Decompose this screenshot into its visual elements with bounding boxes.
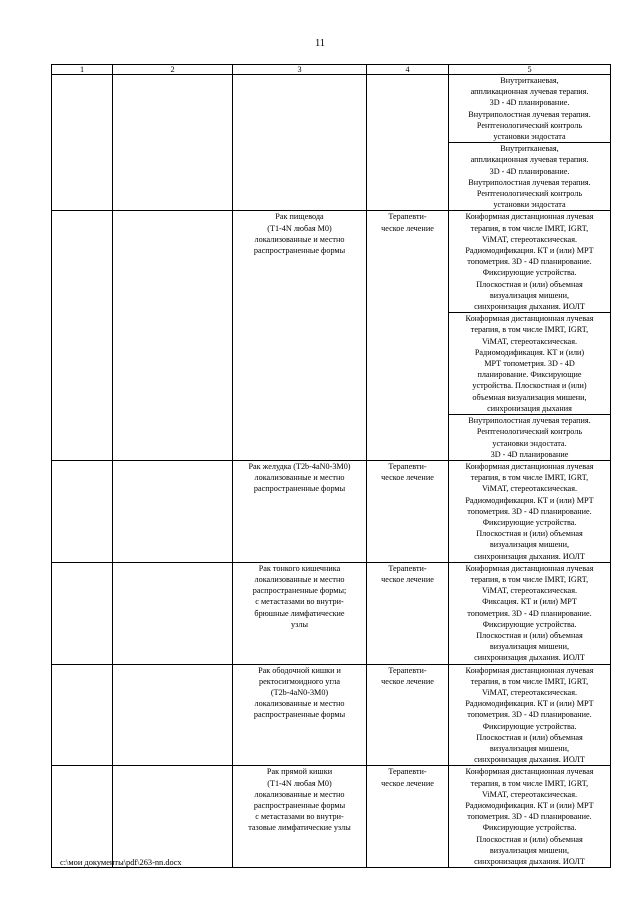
treatment-cell: Терапевти- ческое лечение — [367, 766, 449, 868]
cell-col2 — [113, 562, 233, 664]
table-row — [52, 766, 611, 868]
file-path-footer: c:\мои документы\pdf\263-nn.docx — [60, 858, 182, 867]
diagnosis-cell: Рак желудка (T2b-4aN0-3M0) локализованные и местно распространенные формы — [233, 460, 367, 562]
cell-col2 — [113, 460, 233, 562]
method-cell: Конформная дистанционная лучевая терапия, в том числе IMRT, IGRT, ViMAT, стереотаксическая. Радиомодификация. КТ и (или) МРТ топометрия. 3D - 4D планирование. Фиксирующие устройства. Плоскостная и (или) объемная визуализация мишени, синхронизация дыхания. ИОЛТ — [449, 460, 611, 562]
table-row — [52, 75, 611, 143]
cell-col2 — [113, 211, 233, 460]
cell-col1 — [52, 664, 113, 766]
method-cell: Внутритканевая, аппликационная лучевая терапия. 3D - 4D планирование. Внутриполостная лучевая терапия. Рентгенологический контроль установки эндостата — [449, 143, 611, 211]
column-number: 2 — [113, 65, 233, 75]
table-row — [52, 460, 611, 562]
column-number: 1 — [52, 65, 113, 75]
treatment-cell — [367, 75, 449, 211]
table-row — [52, 211, 611, 313]
cell-col1 — [52, 562, 113, 664]
table-row — [52, 562, 611, 664]
treatment-cell: Терапевти- ческое лечение — [367, 664, 449, 766]
cell-col1 — [52, 75, 113, 211]
treatment-cell: Терапевти- ческое лечение — [367, 211, 449, 460]
cell-col1 — [52, 460, 113, 562]
diagnosis-cell: Рак ободочной кишки и ректосигмоидного угла (T2b-4aN0-3M0) локализованные и местно распространенные формы — [233, 664, 367, 766]
cell-col1 — [52, 211, 113, 460]
treatment-cell: Терапевти- ческое лечение — [367, 460, 449, 562]
cell-col2 — [113, 664, 233, 766]
cell-col2 — [113, 75, 233, 211]
column-number: 4 — [367, 65, 449, 75]
method-cell: Конформная дистанционная лучевая терапия, в том числе IMRT, IGRT, ViMAT, стереотаксическая. Радиомодификация. КТ и (или) МРТ топометрия. 3D - 4D планирование. Фиксирующие устройства. Плоскостная и (или) объемная визуализация мишени, синхронизация дыхания. ИОЛТ — [449, 211, 611, 313]
method-cell: Конформная дистанционная лучевая терапия, в том числе IMRT, IGRT, ViMAT, стереотаксическая. Радиомодификация. КТ и (или) МРТ топометрия. 3D - 4D планирование. Фиксирующие устройства. Плоскостная и (или) объемная визуализация мишени, синхронизация дыхания. ИОЛТ — [449, 664, 611, 766]
method-cell: Внутритканевая, аппликационная лучевая терапия. 3D - 4D планирование. Внутриполостная лучевая терапия. Рентгенологический контроль установки эндостата — [449, 75, 611, 143]
diagnosis-cell: Рак тонкого кишечника локализованные и местно распространенные формы; с метастазами во внутри- брюшные лимфатические узлы — [233, 562, 367, 664]
diagnosis-cell: Рак пищевода (T1-4N любая M0) локализованные и местно распространенные формы — [233, 211, 367, 460]
method-cell: Конформная дистанционная лучевая терапия, в том числе IMRT, IGRT, ViMAT, стереотаксическая. Радиомодификация. КТ и (или) МРТ топометрия. 3D - 4D планирование. Фиксирующие устройства. Плоскостная и (или) объемная визуализация мишени, синхронизация дыхания. ИОЛТ — [449, 766, 611, 868]
method-cell: Внутриполостная лучевая терапия. Рентгенологический контроль установки эндостата. 3D - 4D планирование — [449, 415, 611, 461]
column-number-row — [52, 65, 611, 75]
column-number: 5 — [449, 65, 611, 75]
page-number: 11 — [314, 38, 326, 49]
table-row — [52, 664, 611, 766]
column-number: 3 — [233, 65, 367, 75]
diagnosis-cell: Рак прямой кишки (T1-4N любая M0) локализованные и местно распространенные формы с метастазами во внутри- тазовые лимфатические узлы — [233, 766, 367, 868]
diagnosis-cell — [233, 75, 367, 211]
method-cell: Конформная дистанционная лучевая терапия, в том числе IMRT, IGRT, ViMAT, стереотаксическая. Радиомодификация. КТ и (или) МРТ топометрия. 3D - 4D планирование. Фиксирующие устройства. Плоскостная и (или) объемная визуализация мишени, синхронизация дыхания — [449, 313, 611, 415]
cell-col1 — [52, 766, 113, 868]
cell-col2 — [113, 766, 233, 868]
treatment-cell: Терапевти- ческое лечение — [367, 562, 449, 664]
radiotherapy-table — [51, 64, 611, 868]
method-cell: Конформная дистанционная лучевая терапия, в том числе IMRT, IGRT, ViMAT, стереотаксическая. Фиксация. КТ и (или) МРТ топометрия. 3D - 4D планирование. Фиксирующие устройства. Плоскостная и (или) объемная визуализация мишени, синхронизация дыхания. ИОЛТ — [449, 562, 611, 664]
